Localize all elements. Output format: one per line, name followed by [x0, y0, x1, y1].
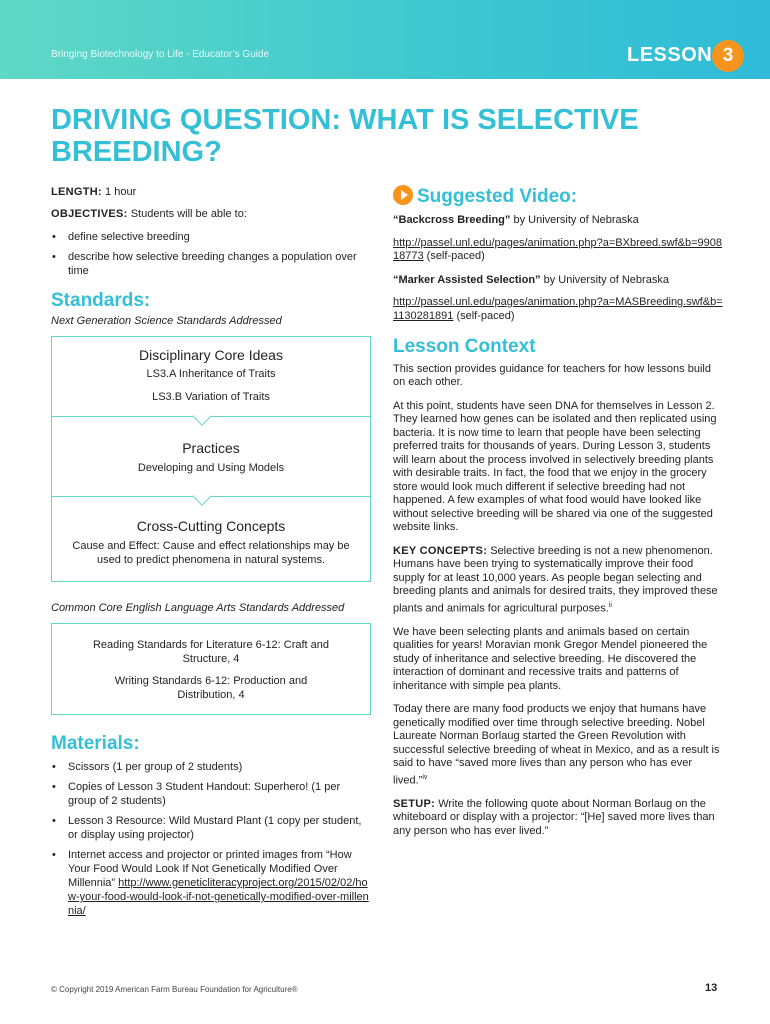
- dci-heading: Disciplinary Core Ideas: [139, 347, 283, 363]
- context-paragraph: At this point, students have seen DNA for themselves in Lesson 2. They learned how genes can be isolated and then replicated using bacteria. It is now time to learn that people have been selecting preferred traits for thousands of years. During Lesson 3, students will learn about the process involved in selectively breeding plants with desirable traits. In fact, the food that we enjoy in the grocery store would look much different if selective breeding had not happened. A few examples of what food would have looked like without selective breeding will be shared via one of the suggested website links.: [393, 399, 717, 533]
- video-1-link-line: [393, 237, 723, 264]
- video-heading: Suggested Video:: [417, 186, 578, 207]
- video-note: (self-paced): [426, 250, 485, 262]
- play-icon: [393, 185, 413, 205]
- context-paragraph: This section provides guidance for teachers for how lessons build on each other.: [393, 362, 711, 388]
- video-link[interactable]: http://passel.unl.edu/pages/animation.php?a=BXbreed.swf&b=990818773: [393, 236, 723, 262]
- lesson-context-heading: Lesson Context: [393, 336, 536, 357]
- objectives-line: [51, 207, 371, 221]
- ngss-label: Next Generation Science Standards Addressed: [51, 315, 282, 327]
- list-item: • define selective breeding: [51, 230, 371, 244]
- objectives-intro: Students will be able to:: [130, 208, 247, 220]
- ccss-item: Reading Standards for Literature 6-12: Craft and Structure, 4: [92, 639, 330, 665]
- objectives-label: OBJECTIVES:: [51, 208, 128, 220]
- ccc-item: Cause and Effect: Cause and effect relationships may be used to predict phenomena in natural systems.: [72, 540, 350, 566]
- guide-subtitle: Bringing Biotechnology to Life - Educator’s Guide: [51, 49, 270, 60]
- objectives-list: [51, 230, 371, 278]
- borlaug-paragraph: [393, 703, 723, 788]
- length-line: [51, 185, 371, 199]
- list-item: • describe how selective breeding changes a population over time: [51, 250, 371, 278]
- practices-item: Developing and Using Models: [137, 462, 285, 474]
- video-link[interactable]: http://passel.unl.edu/pages/animation.php?a=MASBreeding.swf&b=1130281891: [393, 296, 723, 322]
- setup-label: SETUP:: [393, 797, 436, 810]
- list-item: [51, 848, 371, 918]
- list-item: • Scissors (1 per group of 2 students): [51, 760, 371, 774]
- ccss-label: Common Core English Language Arts Standards Addressed: [51, 602, 345, 614]
- materials-heading: Materials:: [51, 733, 140, 754]
- material-text: Internet access and projector or printed images from “How Your Food Would Look If Not Genetically Modified Over Millennia”: [68, 849, 352, 889]
- ccc-heading: Cross-Cutting Concepts: [136, 518, 286, 534]
- practices-section: [52, 416, 370, 496]
- length-value: 1 hour: [105, 186, 137, 198]
- practices-heading: Practices: [182, 440, 240, 456]
- key-concepts-text: Selective breeding is not a new phenomenon. Humans have been trying to systematically improve their food supply for at least 10,000 years. As people began selecting and breeding plants and animals for desired traits, they improved these plants and animals for agricultural purposes.: [393, 544, 718, 615]
- video-1: [393, 214, 723, 228]
- page-header: [0, 0, 770, 79]
- borlaug-text: Today there are many food products we enjoy that humans have genetically modified over time through selective breeding. Nobel Laureate Norman Borlaug started the Green Revolution with successful selective breeding of wheat in Mexico, and as a result is said to have “saved more lives than any person who has ever lived.”: [393, 703, 720, 787]
- lesson-label: LESSON: [627, 44, 713, 66]
- left-column: [51, 185, 371, 918]
- footnote-ref: ii: [608, 601, 612, 609]
- video-heading-line: [393, 185, 723, 205]
- dci-item: LS3.A Inheritance of Traits: [146, 368, 276, 380]
- video-note: (self-paced): [456, 309, 515, 322]
- ngss-standards-box: [51, 336, 371, 582]
- ccss-item: Writing Standards 6-12: Production and Distribution, 4: [114, 675, 308, 701]
- ccc-section: [52, 496, 370, 581]
- lesson-number-badge: 3: [712, 40, 744, 72]
- video-source: by University of Nebraska: [513, 214, 639, 226]
- key-concepts-label: KEY CONCEPTS:: [393, 544, 488, 557]
- page-number: 13: [705, 982, 718, 994]
- dci-item: LS3.B Variation of Traits: [152, 391, 270, 403]
- list-item: • Copies of Lesson 3 Student Handout: Superhero! (1 per group of 2 students): [51, 780, 371, 808]
- key-concepts-paragraph: [393, 545, 723, 616]
- video-source: by University of Nebraska: [543, 273, 669, 286]
- page-title: DRIVING QUESTION: WHAT IS SELECTIVE BREEDING?: [51, 104, 639, 168]
- materials-list: [51, 760, 371, 918]
- right-column: [393, 185, 723, 838]
- copyright: © Copyright 2019 American Farm Bureau Foundation for Agriculture®: [51, 985, 298, 994]
- ccss-standards-box: [51, 623, 371, 715]
- video-2: [393, 274, 723, 288]
- setup-paragraph: [393, 798, 723, 839]
- footnote-ref: iv: [422, 773, 428, 781]
- material-link[interactable]: http://www.geneticliteracyproject.org/2015/02/02/how-your-food-would-look-if-not-genetically-modified-over-millennia/: [68, 877, 369, 917]
- standards-heading: Standards:: [51, 290, 151, 311]
- video-title: “Marker Assisted Selection”: [393, 273, 541, 286]
- setup-text: Write the following quote about Norman Borlaug on the whiteboard or display with a projector: “[He] saved more lives than any person who has ever lived.”: [393, 797, 715, 837]
- video-2-link-line: [393, 296, 723, 323]
- mendel-paragraph: We have been selecting plants and animals based on certain qualities for years! Moravian monk Gregor Mendel pioneered the study of inheritance and selective breeding. He discovered the interaction of dominant and recessive traits and patterns of inheritance with simple pea plants.: [393, 625, 708, 692]
- video-title: “Backcross Breeding”: [393, 214, 511, 226]
- list-item: • Lesson 3 Resource: Wild Mustard Plant (1 copy per student, or display using projector): [51, 814, 371, 842]
- dci-section: [52, 337, 370, 416]
- length-label: LENGTH:: [51, 186, 102, 198]
